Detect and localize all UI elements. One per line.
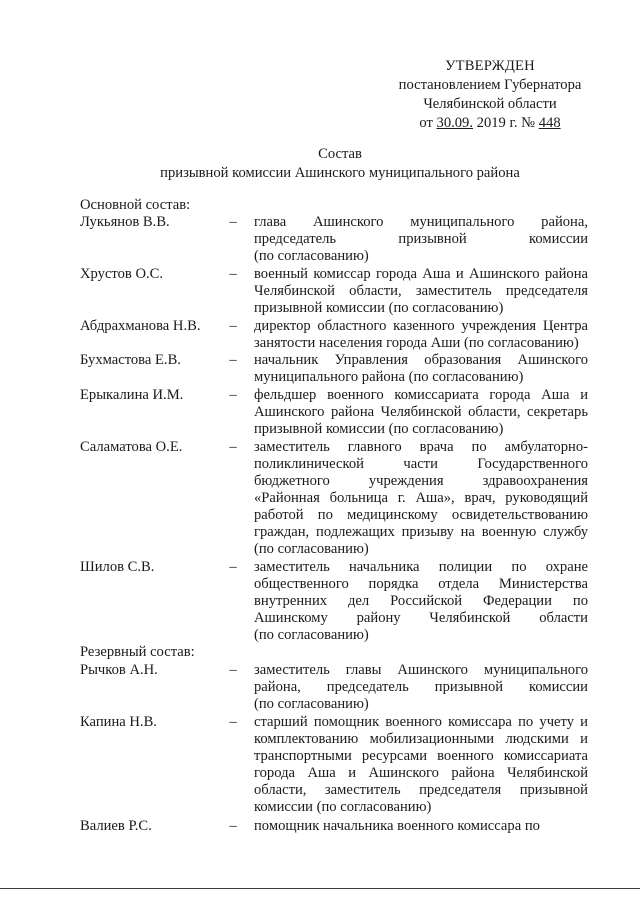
date-prefix: от (419, 115, 433, 131)
approval-line1: постановлением Губернатора (398, 77, 582, 93)
title-line1: Состав (318, 146, 362, 162)
role-line: поликлинической части Государственного (254, 456, 588, 472)
role-line: внутренних дел Российской Федерации по (254, 593, 588, 609)
role-line: «Районная больница г. Аша», врач, руководящий (254, 490, 588, 506)
main-section-label: Основной состав: (80, 197, 191, 213)
role-line: работой по медицинскому освидетельствованию (254, 507, 588, 523)
member-role (254, 818, 588, 835)
member-name: Бухмастова Е.В. (80, 352, 181, 368)
role-line: комиссии (по согласованию) (254, 799, 432, 815)
reserve-section-label: Резервный состав: (80, 644, 195, 660)
member-role (254, 352, 588, 386)
role-line: Ашинского района Челябинской области, секретарь (254, 404, 588, 420)
approval-date-line (390, 114, 590, 133)
decree-number: 448 (538, 115, 561, 131)
role-line: помощник начальника военного комиссара по (254, 818, 540, 834)
member-name: Саламатова О.Е. (80, 439, 183, 455)
member-name: Хрустов О.С. (80, 266, 164, 282)
role-line: военный комиссар города Аша и Ашинского района (254, 266, 588, 282)
member-role (254, 387, 588, 438)
member-role (254, 662, 588, 713)
member-name: Шилов С.В. (80, 559, 155, 575)
role-line: комплектованию мобилизационными людскими и (254, 731, 588, 747)
role-line: области, заместитель председателя призывной (254, 782, 588, 798)
role-line: района, председатель призывной комиссии (254, 679, 588, 695)
dash-separator: – (229, 214, 237, 230)
role-line: глава Ашинского муниципального района, (254, 214, 588, 230)
dash-separator: – (229, 818, 237, 834)
role-line: граждан, подлежащих призыву на военную службу (254, 524, 588, 540)
role-line: заместитель начальника полиции по охране (254, 559, 588, 575)
role-line: призывной комиссии (по согласованию) (254, 421, 504, 437)
approval-block (390, 57, 590, 133)
member-name: Ерыкалина И.М. (80, 387, 184, 403)
role-line: бюджетного учреждения здравоохранения (254, 473, 588, 489)
member-role (254, 214, 588, 265)
role-line: (по согласованию) (254, 696, 369, 712)
member-name: Лукьянов В.В. (80, 214, 170, 230)
role-line: заместитель главы Ашинского муниципального (254, 662, 588, 678)
approval-line2: Челябинской области (423, 96, 557, 112)
dash-separator: – (229, 439, 237, 455)
dash-separator: – (229, 559, 237, 575)
role-line: города Аша и Ашинского района Челябинской (254, 765, 588, 781)
role-line: фельдшер военного комиссариата города Аша и (254, 387, 588, 403)
member-role (254, 559, 588, 644)
role-line: начальник Управления образования Ашинского (254, 352, 588, 368)
member-role (254, 266, 588, 317)
role-line: Ашинскому району Челябинской области (254, 610, 588, 626)
date-value: 30.09. (436, 115, 473, 131)
role-line: председатель призывной комиссии (254, 231, 588, 247)
role-line: директор областного казенного учреждения Центра (254, 318, 588, 334)
member-name: Рычков А.Н. (80, 662, 158, 678)
title-line2: призывной комиссии Ашинского муниципального района (160, 165, 520, 181)
role-line: (по согласованию) (254, 248, 369, 264)
approval-title: УТВЕРЖДЕН (445, 58, 535, 74)
member-role (254, 439, 588, 558)
role-line: транспортными ресурсами военного комиссариата (254, 748, 588, 764)
role-line: Челябинской области, заместитель председателя (254, 283, 588, 299)
dash-separator: – (229, 352, 237, 368)
date-year: 2019 г. № (476, 115, 536, 131)
dash-separator: – (229, 266, 237, 282)
role-line: общественного порядка отдела Министерства (254, 576, 588, 592)
role-line: муниципального района (по согласованию) (254, 369, 524, 385)
role-line: (по согласованию) (254, 541, 369, 557)
role-line: призывной комиссии (по согласованию) (254, 300, 504, 316)
dash-separator: – (229, 387, 237, 403)
dash-separator: – (229, 714, 237, 730)
page-bottom-rule (0, 888, 640, 889)
dash-separator: – (229, 662, 237, 678)
role-line: заместитель главного врача по амбулаторно- (254, 439, 588, 455)
dash-separator: – (229, 318, 237, 334)
document-title (100, 145, 580, 183)
member-name: Валиев Р.С. (80, 818, 152, 834)
member-name: Абдрахманова Н.В. (80, 318, 201, 334)
member-role (254, 318, 588, 352)
member-name: Капина Н.В. (80, 714, 157, 730)
role-line: занятости населения города Аши (по согласованию) (254, 335, 579, 351)
role-line: (по согласованию) (254, 627, 369, 643)
member-role (254, 714, 588, 816)
role-line: старший помощник военного комиссара по учету и (254, 714, 588, 730)
